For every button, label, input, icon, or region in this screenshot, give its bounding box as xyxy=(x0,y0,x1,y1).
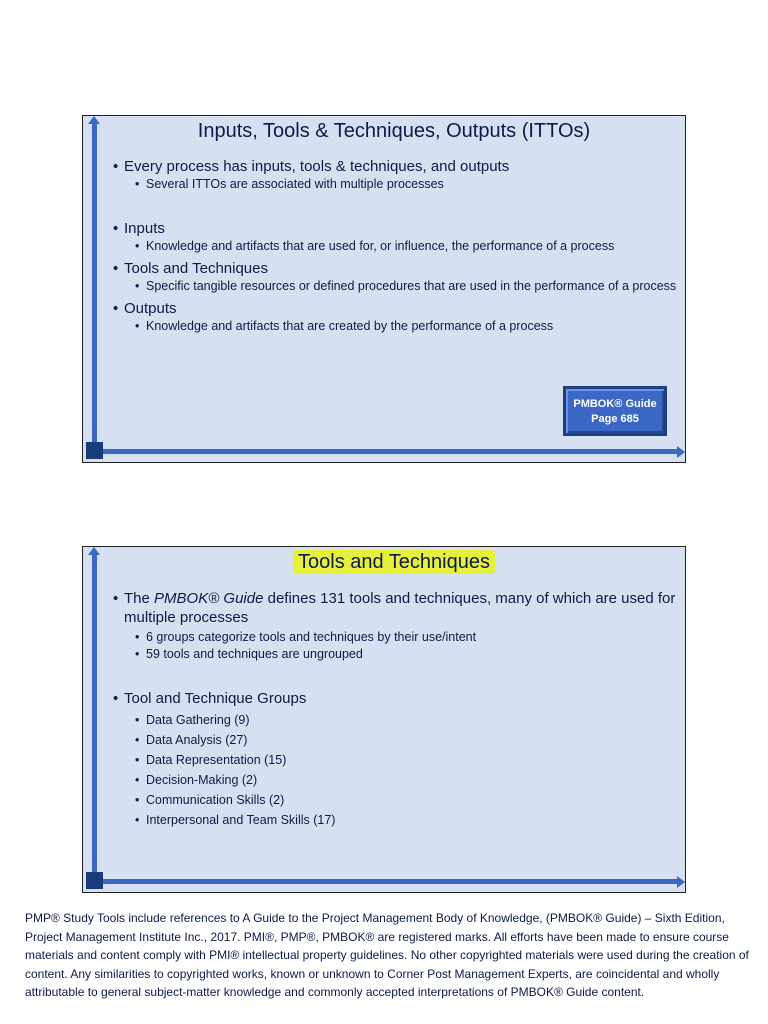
pmbok-reference-button[interactable] xyxy=(563,386,667,436)
ref-line-2: Page 685 xyxy=(591,413,639,425)
sub-bullet-inputs: • Knowledge and artifacts that are used for, or influence, the performance of a process xyxy=(135,238,681,255)
vertical-axis-bar xyxy=(92,122,97,452)
bullet-pmbok-defines: • The PMBOK® Guide defines 131 tools and techniques, many of which are used for multiple processes xyxy=(113,589,681,627)
slide-body xyxy=(113,157,681,335)
sub-bullet-outputs: • Knowledge and artifacts that are created by the performance of a process xyxy=(135,318,681,335)
list-item: • Communication Skills (2) xyxy=(135,790,681,810)
sub-bullet-tools-techniques: • Specific tangible resources or defined procedures that are used in the performance of a process xyxy=(135,278,681,295)
list-item: • 6 groups categorize tools and techniques by their use/intent xyxy=(135,629,681,646)
slide-body xyxy=(113,589,681,830)
bullet-inputs: • Inputs xyxy=(113,219,681,238)
bullet-outputs: • Outputs xyxy=(113,299,681,318)
list-item: • Interpersonal and Team Skills (17) xyxy=(135,810,681,830)
horizontal-axis-bar xyxy=(91,449,679,454)
slide-tools-techniques xyxy=(82,546,686,893)
list-item: • Data Analysis (27) xyxy=(135,730,681,750)
list-item: • 59 tools and techniques are ungrouped xyxy=(135,646,681,663)
list-item: • Decision-Making (2) xyxy=(135,770,681,790)
right-arrow-icon xyxy=(677,876,685,888)
up-arrow-icon xyxy=(88,116,100,124)
vertical-axis-bar xyxy=(92,553,97,882)
up-arrow-icon xyxy=(88,547,100,555)
bullet-groups: • Tool and Technique Groups xyxy=(113,689,681,708)
right-arrow-icon xyxy=(677,446,685,458)
slide-title: Inputs, Tools & Techniques, Outputs (ITTOs) xyxy=(197,120,591,142)
list-item: • Data Representation (15) xyxy=(135,750,681,770)
bullet-every-process: • Every process has inputs, tools & techniques, and outputs xyxy=(113,157,681,176)
corner-square xyxy=(86,442,103,459)
pmbok-guide-emphasis: PMBOK® Guide xyxy=(154,590,264,607)
slide-ittos xyxy=(82,115,686,463)
copyright-footer: PMP® Study Tools include references to A Guide to the Project Management Body of Knowledge, (PMBOK® Guide) – Sixth Edition, Project Management Institute Inc., 2017. PMI®, PMP®, PMBOK® are registered marks. All efforts have been made to ensure course materials and content comply with PMI® intellectual property guidelines. No other copyrighted materials were used during the creation of content. Any similarities to copyrighted works, known or unknown to Corner Post Management Experts, are coincidental and wholly attributable to general subject-matter knowledge and commonly accepted interpretations of PMBOK® Guide content. xyxy=(25,911,749,999)
list-item: • Data Gathering (9) xyxy=(135,710,681,730)
corner-square xyxy=(86,872,103,889)
horizontal-axis-bar xyxy=(91,879,679,884)
slide-title xyxy=(103,551,685,574)
bullet-tools-techniques: • Tools and Techniques xyxy=(113,259,681,278)
ref-line-1: PMBOK® Guide xyxy=(573,398,657,410)
highlighted-title: Tools and Techniques xyxy=(293,550,495,574)
sub-bullet-ittos: • Several ITTOs are associated with multiple processes xyxy=(135,176,681,193)
